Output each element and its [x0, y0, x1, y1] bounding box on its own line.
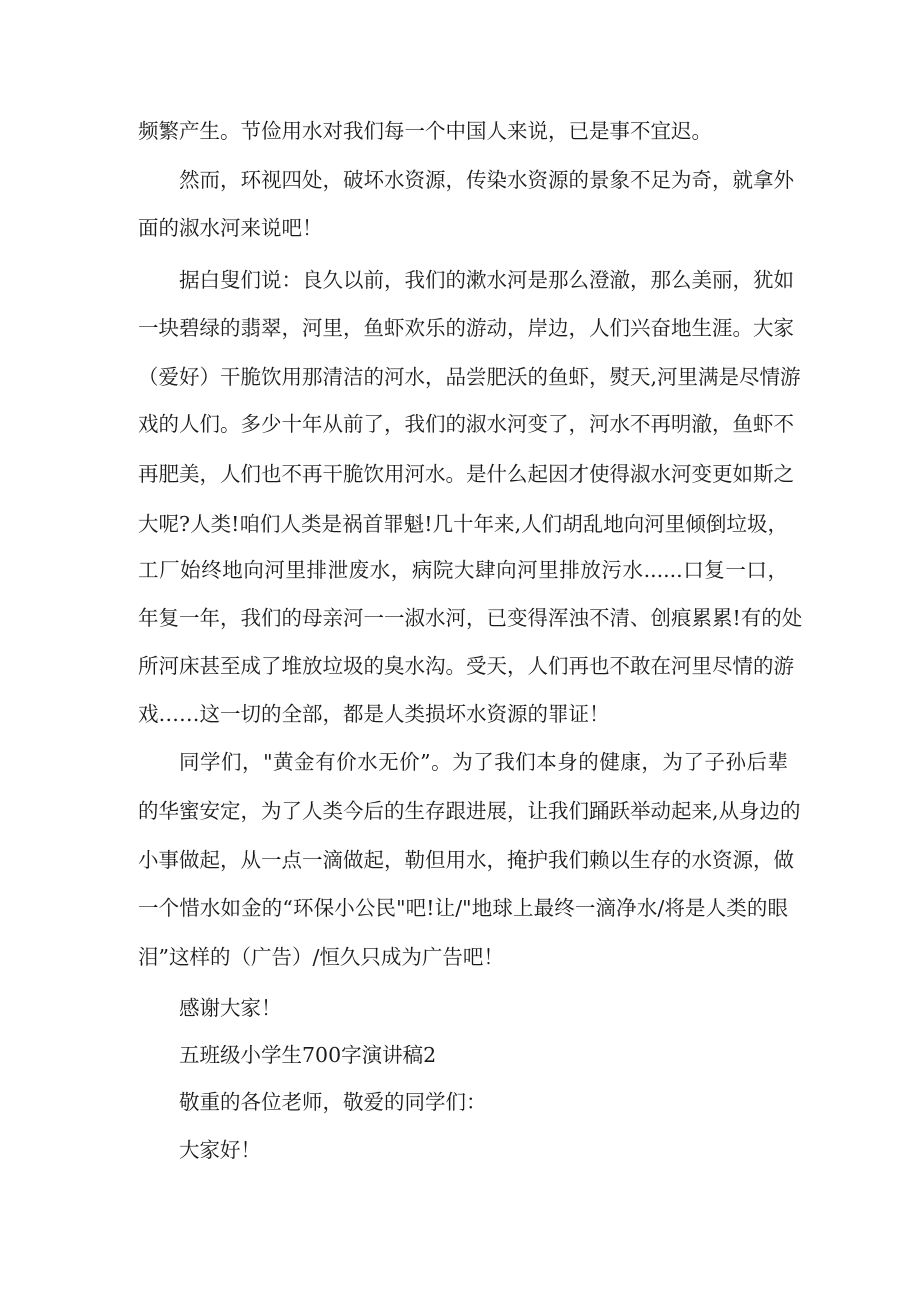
speech-title: 五班级小学生700字演讲稿2 — [179, 1043, 437, 1067]
paragraph-line: 一个惜水如金的“环保小公民"吧!让/"地球上最终一滴净水/将是人类的眼 — [138, 896, 788, 920]
paragraph-line: 工厂始终地向河里排泄废水，病院大肆向河里排放污水......口复一口， — [138, 558, 788, 582]
paragraph-line: 一块碧绿的翡翠，河里，鱼虾欢乐的游动，岸边，人们兴奋地生涯。大家 — [138, 316, 794, 340]
paragraph-line: 大呢?人类!咱们人类是祸首罪魁!几十年来,人们胡乱地向河里倾倒垃圾， — [138, 512, 788, 536]
paragraph-line: 频繁产生。节俭用水对我们每一个中国人来说，已是事不宜迟。 — [138, 119, 712, 143]
paragraph-line: 的华蜜安定，为了人类今后的生存跟进展，让我们踊跃举动起来,从身边的 — [138, 799, 801, 823]
paragraph-line: 戏……这一切的全部，都是人类损坏水资源的罪证！ — [138, 702, 610, 726]
paragraph-line: 所河床甚至成了堆放垃圾的臭水沟。受天，人们再也不敢在河里尽情的游 — [138, 654, 794, 678]
salutation: 敬重的各位老师，敬爱的同学们： — [179, 1090, 487, 1114]
paragraph-line: 面的淑水河来说吧！ — [138, 216, 323, 240]
paragraph-line: 据白叟们说：良久以前，我们的漱水河是那么澄澈，那么美丽，犹如 — [179, 268, 794, 292]
paragraph-line: 同学们，"黄金有价水无价”。为了我们本身的健康，为了子孙后辈 — [179, 750, 788, 774]
paragraph-line: 再肥美，人们也不再干脆饮用河水。是什么起因才使得淑水河变更如斯之 — [138, 462, 794, 486]
paragraph-line: 然而，环视四处，破坏水资源，传染水资源的景象不足为奇，就拿外 — [179, 168, 794, 192]
paragraph-line: （爱好）干脆饮用那清洁的河水，品尝肥沃的鱼虾，熨天,河里满是尽情游 — [138, 365, 801, 389]
closing-thanks: 感谢大家！ — [179, 996, 282, 1020]
paragraph-line: 泪”这样的（广告）/恒久只成为广告吧！ — [138, 945, 504, 969]
paragraph-line: 年复一年，我们的母亲河一一淑水河，已变得浑浊不清、创痕累累!有的处 — [138, 606, 803, 630]
paragraph-line: 小事做起，从一点一滴做起，勒但用水，掩护我们赖以生存的水资源，做 — [138, 848, 794, 872]
greeting: 大家好！ — [179, 1138, 261, 1162]
paragraph-line: 戏的人们。多少十年从前了，我们的淑水河变了，河水不再明澈，鱼虾不 — [138, 412, 794, 436]
